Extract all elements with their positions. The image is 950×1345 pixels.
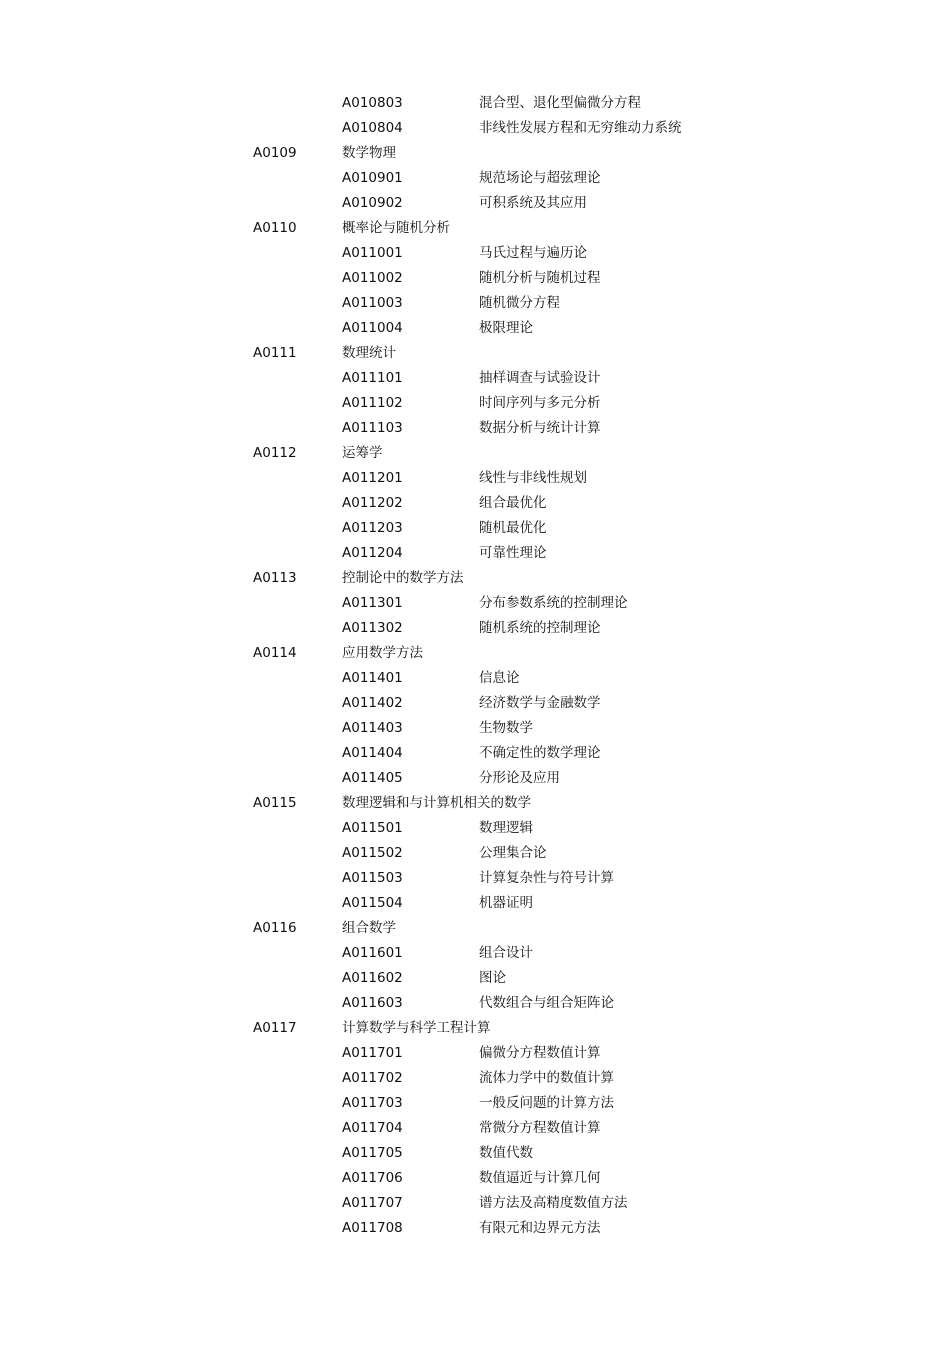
subcategory-row bbox=[0, 716, 950, 741]
subcategory-code: A011003 bbox=[342, 295, 403, 311]
subcategory-name: 公理集合论 bbox=[479, 845, 547, 861]
subcategory-code: A011701 bbox=[342, 1045, 403, 1061]
subcategory-name: 随机最优化 bbox=[479, 520, 547, 536]
subcategory-row bbox=[0, 191, 950, 216]
subcategory-row bbox=[0, 516, 950, 541]
subcategory-name: 信息论 bbox=[479, 670, 520, 686]
category-code: A0109 bbox=[253, 145, 297, 161]
subcategory-row bbox=[0, 316, 950, 341]
subcategory-name: 随机微分方程 bbox=[479, 295, 560, 311]
subcategory-code: A011502 bbox=[342, 845, 403, 861]
subcategory-name: 数值代数 bbox=[479, 1145, 533, 1161]
subcategory-row bbox=[0, 816, 950, 841]
subcategory-row bbox=[0, 266, 950, 291]
subcategory-code: A011102 bbox=[342, 395, 403, 411]
subcategory-row bbox=[0, 166, 950, 191]
subcategory-name: 组合最优化 bbox=[479, 495, 547, 511]
category-name: 数理逻辑和与计算机相关的数学 bbox=[342, 795, 531, 811]
subcategory-row bbox=[0, 966, 950, 991]
subcategory-row bbox=[0, 841, 950, 866]
subcategory-row bbox=[0, 616, 950, 641]
subcategory-code: A011402 bbox=[342, 695, 403, 711]
subcategory-name: 随机系统的控制理论 bbox=[479, 620, 601, 636]
subcategory-name: 流体力学中的数值计算 bbox=[479, 1070, 614, 1086]
subcategory-code: A011202 bbox=[342, 495, 403, 511]
subcategory-name: 一般反问题的计算方法 bbox=[479, 1095, 614, 1111]
subcategory-name: 代数组合与组合矩阵论 bbox=[479, 995, 614, 1011]
subcategory-code: A011602 bbox=[342, 970, 403, 986]
subcategory-row bbox=[0, 491, 950, 516]
category-name: 控制论中的数学方法 bbox=[342, 570, 464, 586]
subcategory-row bbox=[0, 291, 950, 316]
subcategory-code: A010804 bbox=[342, 120, 403, 136]
subcategory-code: A010803 bbox=[342, 95, 403, 111]
subcategory-code: A011101 bbox=[342, 370, 403, 386]
subcategory-code: A010901 bbox=[342, 170, 403, 186]
category-code: A0113 bbox=[253, 570, 297, 586]
subcategory-code: A011702 bbox=[342, 1070, 403, 1086]
subcategory-name: 分布参数系统的控制理论 bbox=[479, 595, 628, 611]
subcategory-name: 有限元和边界元方法 bbox=[479, 1220, 601, 1236]
subcategory-code: A011603 bbox=[342, 995, 403, 1011]
subcategory-name: 数据分析与统计计算 bbox=[479, 420, 601, 436]
subcategory-name: 图论 bbox=[479, 970, 506, 986]
subcategory-row bbox=[0, 1091, 950, 1116]
category-row bbox=[0, 141, 950, 166]
subcategory-code: A011302 bbox=[342, 620, 403, 636]
subcategory-code: A011703 bbox=[342, 1095, 403, 1111]
subcategory-code: A011301 bbox=[342, 595, 403, 611]
subcategory-code: A011503 bbox=[342, 870, 403, 886]
category-row bbox=[0, 791, 950, 816]
category-code: A0114 bbox=[253, 645, 297, 661]
subcategory-row bbox=[0, 691, 950, 716]
subcategory-name: 谱方法及高精度数值方法 bbox=[479, 1195, 628, 1211]
category-name: 计算数学与科学工程计算 bbox=[342, 1020, 491, 1036]
subcategory-name: 随机分析与随机过程 bbox=[479, 270, 601, 286]
category-row bbox=[0, 1016, 950, 1041]
subcategory-code: A011204 bbox=[342, 545, 403, 561]
subcategory-name: 生物数学 bbox=[479, 720, 533, 736]
subcategory-name: 不确定性的数学理论 bbox=[479, 745, 601, 761]
subcategory-name: 线性与非线性规划 bbox=[479, 470, 587, 486]
category-row bbox=[0, 641, 950, 666]
subcategory-row bbox=[0, 1191, 950, 1216]
subcategory-row bbox=[0, 1066, 950, 1091]
subcategory-name: 抽样调查与试验设计 bbox=[479, 370, 601, 386]
subcategory-code: A011705 bbox=[342, 1145, 403, 1161]
subcategory-code: A011401 bbox=[342, 670, 403, 686]
subcategory-row bbox=[0, 91, 950, 116]
subcategory-name: 可靠性理论 bbox=[479, 545, 547, 561]
subcategory-row bbox=[0, 1141, 950, 1166]
category-code: A0111 bbox=[253, 345, 297, 361]
subcategory-code: A011103 bbox=[342, 420, 403, 436]
subcategory-code: A011203 bbox=[342, 520, 403, 536]
subcategory-row bbox=[0, 1216, 950, 1241]
subcategory-row bbox=[0, 591, 950, 616]
subcategory-code: A010902 bbox=[342, 195, 403, 211]
subcategory-name: 经济数学与金融数学 bbox=[479, 695, 601, 711]
subcategory-row bbox=[0, 766, 950, 791]
category-row bbox=[0, 216, 950, 241]
subcategory-name: 组合设计 bbox=[479, 945, 533, 961]
subcategory-name: 数值逼近与计算几何 bbox=[479, 1170, 601, 1186]
subcategory-name: 规范场论与超弦理论 bbox=[479, 170, 601, 186]
category-row bbox=[0, 916, 950, 941]
subcategory-name: 非线性发展方程和无穷维动力系统 bbox=[479, 120, 682, 136]
discipline-code-list bbox=[0, 91, 950, 1241]
category-code: A0116 bbox=[253, 920, 297, 936]
subcategory-code: A011708 bbox=[342, 1220, 403, 1236]
subcategory-row bbox=[0, 241, 950, 266]
category-name: 数理统计 bbox=[342, 345, 396, 361]
subcategory-code: A011404 bbox=[342, 745, 403, 761]
category-name: 应用数学方法 bbox=[342, 645, 423, 661]
subcategory-name: 计算复杂性与符号计算 bbox=[479, 870, 614, 886]
subcategory-code: A011403 bbox=[342, 720, 403, 736]
subcategory-row bbox=[0, 891, 950, 916]
subcategory-name: 可积系统及其应用 bbox=[479, 195, 587, 211]
subcategory-row bbox=[0, 416, 950, 441]
subcategory-row bbox=[0, 391, 950, 416]
subcategory-row bbox=[0, 741, 950, 766]
subcategory-row bbox=[0, 941, 950, 966]
subcategory-name: 常微分方程数值计算 bbox=[479, 1120, 601, 1136]
subcategory-code: A011002 bbox=[342, 270, 403, 286]
subcategory-name: 时间序列与多元分析 bbox=[479, 395, 601, 411]
category-name: 数学物理 bbox=[342, 145, 396, 161]
category-code: A0117 bbox=[253, 1020, 297, 1036]
subcategory-row bbox=[0, 1041, 950, 1066]
subcategory-name: 数理逻辑 bbox=[479, 820, 533, 836]
subcategory-name: 机器证明 bbox=[479, 895, 533, 911]
subcategory-row bbox=[0, 366, 950, 391]
subcategory-row bbox=[0, 466, 950, 491]
subcategory-row bbox=[0, 991, 950, 1016]
subcategory-code: A011504 bbox=[342, 895, 403, 911]
subcategory-code: A011405 bbox=[342, 770, 403, 786]
subcategory-name: 分形论及应用 bbox=[479, 770, 560, 786]
subcategory-code: A011004 bbox=[342, 320, 403, 336]
category-name: 组合数学 bbox=[342, 920, 396, 936]
subcategory-code: A011706 bbox=[342, 1170, 403, 1186]
subcategory-row bbox=[0, 116, 950, 141]
subcategory-row bbox=[0, 866, 950, 891]
subcategory-code: A011601 bbox=[342, 945, 403, 961]
subcategory-row bbox=[0, 1116, 950, 1141]
subcategory-row bbox=[0, 666, 950, 691]
subcategory-name: 偏微分方程数值计算 bbox=[479, 1045, 601, 1061]
subcategory-name: 极限理论 bbox=[479, 320, 533, 336]
category-row bbox=[0, 441, 950, 466]
category-row bbox=[0, 566, 950, 591]
subcategory-code: A011201 bbox=[342, 470, 403, 486]
category-name: 概率论与随机分析 bbox=[342, 220, 450, 236]
subcategory-name: 马氏过程与遍历论 bbox=[479, 245, 587, 261]
category-code: A0112 bbox=[253, 445, 297, 461]
subcategory-code: A011501 bbox=[342, 820, 403, 836]
subcategory-code: A011704 bbox=[342, 1120, 403, 1136]
subcategory-code: A011001 bbox=[342, 245, 403, 261]
subcategory-code: A011707 bbox=[342, 1195, 403, 1211]
subcategory-name: 混合型、退化型偏微分方程 bbox=[479, 95, 641, 111]
category-code: A0110 bbox=[253, 220, 297, 236]
category-code: A0115 bbox=[253, 795, 297, 811]
subcategory-row bbox=[0, 1166, 950, 1191]
subcategory-row bbox=[0, 541, 950, 566]
category-name: 运筹学 bbox=[342, 445, 383, 461]
category-row bbox=[0, 341, 950, 366]
